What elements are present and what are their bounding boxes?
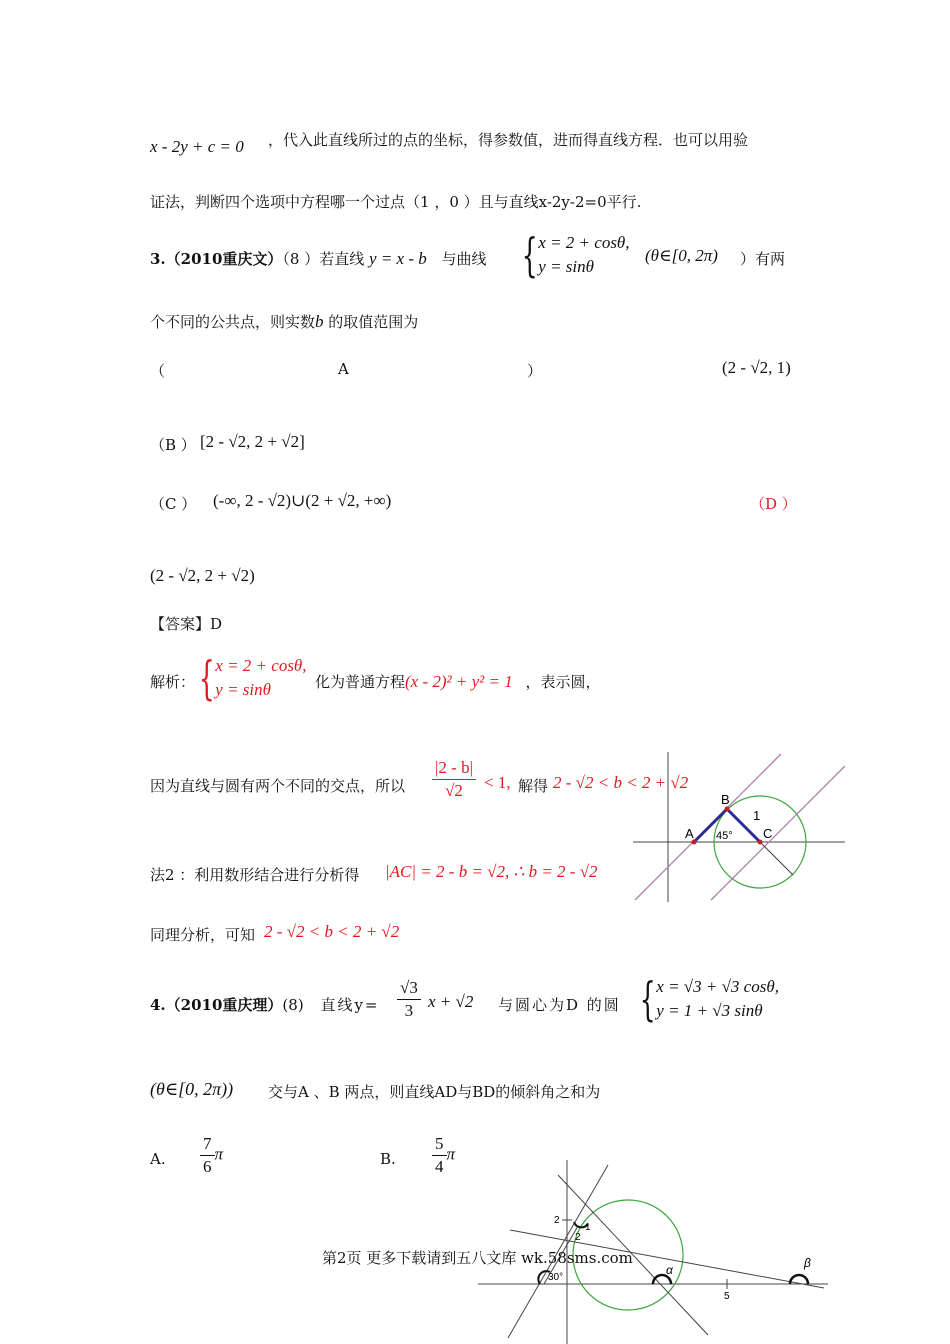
q4-optB-value: $\frac{5}{4}$ π [432,1133,455,1178]
fig2-label-2-axis: 2 [554,1215,560,1226]
q3-line2: 个不同的公共点，则实数b 的取值范围为 [150,312,419,331]
q3-optA-value: (2 - √2, 1) [722,358,791,377]
q4-optB-label: B. [380,1150,396,1168]
q3-reason-text: 因为直线与圆有两个不同的交点，所以 [150,777,406,795]
q3-analysis-eq2: y = sinθ [215,680,271,699]
q3-sys-eq1: x = 2 + cosθ, [538,233,630,252]
q4-circle-system: { x = √3 + √3 cosθ, y = 1 + √3 sinθ [639,972,779,1026]
q3-header [150,248,487,269]
fig1-label-C: C [763,826,773,841]
q3-var-b: b [315,312,324,331]
q4-frac-num: √3 [397,977,421,1000]
q3-optA-close: ） [527,362,543,380]
q4-slope-frac [397,977,421,1022]
q4-text-a: 直线y= [320,996,380,1014]
figure-circle-lines [633,752,845,902]
q4-text-b: 与圆心为D 的圆 [498,996,621,1014]
q3-method2-text: 法2 ：利用数形结合进行分析得 [150,866,360,884]
fig2-label-5: 5 [724,1291,730,1302]
q3-solve-eq: 2 - √2 < b < 2 + √2 [553,773,689,792]
q4-header [150,994,380,1015]
q3-optD-label: （D ） [750,495,797,513]
q3-lt1: < 1, [484,773,511,792]
fig2-label-2: 2 [575,1232,581,1243]
text-line-1: ，代入此直线所过的点的坐标，得参数值，进而得直线方程．也可以用验 [268,131,749,149]
q4-frac-den: 3 [404,1001,414,1020]
q4-sys-eq1: x = √3 + √3 cosθ, [656,977,779,996]
q3-optA-label: A [338,360,349,378]
q3-analysis-label: 解析： [150,673,196,691]
q3-optC-value: (-∞, 2 - √2)∪(2 + √2, +∞) [213,491,392,510]
q3-solve-text: 解得 [518,777,549,795]
q3-sys-eq2: y = sinθ [538,257,594,276]
q4-sys-eq2: y = 1 + √3 sinθ [656,1001,763,1020]
fig1-radius [760,842,793,875]
q3-text-c: ）有两 [740,250,786,268]
q3-frac-den: √2 [445,781,463,800]
formula-line-1 [150,137,244,157]
fig1-label-B: B [721,792,730,807]
fig2-label-beta: β [804,1256,811,1270]
line-equation: x - 2y + c = 0 [150,137,244,156]
q3-optD-value: (2 - √2, 2 + √2) [150,566,255,585]
page-footer: 第2页 更多下载请到五八文库 wk.58sms.com [322,1249,633,1267]
q3-curve-system: { x = 2 + cosθ, y = sinθ [521,228,630,282]
q3-line-eq: y = x - b [369,249,427,268]
q3-circle-eq: (x - 2)² + y² = 1 [405,672,513,691]
q4-theta: (θ∈[0, 2π)) [150,1079,234,1099]
fig1-label-A: A [685,826,694,841]
q3-analysis-system: { x = 2 + cosθ, y = sinθ [198,651,307,705]
q3-similar-eq: 2 - √2 < b < 2 + √2 [264,922,400,941]
q3-analysis-text: 化为普通方程(x - 2)² + y² = 1 ，表示圆， [315,672,601,691]
fig2-label-1: 1 [585,1222,591,1233]
q3-optB-label: （B ） [150,436,196,454]
q4-tail: x + √2 [428,992,474,1011]
q3-optC-label: （C ） [150,495,197,513]
text-line-2: 证法，判断四个选项中方程哪一个过点（1 ，0 ）且与直线x-2y-2=0平行. [150,193,642,211]
q3-text-a: 若直线 [319,250,365,268]
q4-number: 4.（2010重庆理） [150,996,283,1014]
fig1-label-1: 1 [753,808,761,823]
q4-text-c: 交与A 、B 两点，则直线AD与BD的倾斜角之和为 [268,1083,601,1101]
q3-similar-text: 同理分析，可知 [150,926,256,944]
q4-optA-value: $\frac{7}{6}$ π [200,1133,223,1178]
q3-optA-open: （ [150,362,166,380]
q3-answer: 【答案】D [150,615,223,633]
q3-method2-eq: |AC| = 2 - b = √2, ∴ b = 2 - √2 [385,862,598,881]
q3-analysis-eq1: x = 2 + cosθ, [215,656,307,675]
q3-number: 3.（2010重庆文） [150,250,283,268]
q3-reason-frac [432,757,476,802]
q3-frac-num: |2 - b| [432,757,476,780]
fig2-label-30: 30° [548,1272,564,1283]
q4-score: (8) [282,996,304,1014]
q3-score: （8 ） [282,250,320,268]
q3-optB-value: [2 - √2, 2 + √2] [200,432,305,451]
q4-optA-label: A. [150,1150,166,1168]
q3-theta-range: (θ∈[0, 2π) [645,246,718,265]
q3-text-b: 与曲线 [441,250,487,268]
fig1-label-45: 45° [716,830,733,842]
fig2-label-alpha: α [666,1263,673,1277]
